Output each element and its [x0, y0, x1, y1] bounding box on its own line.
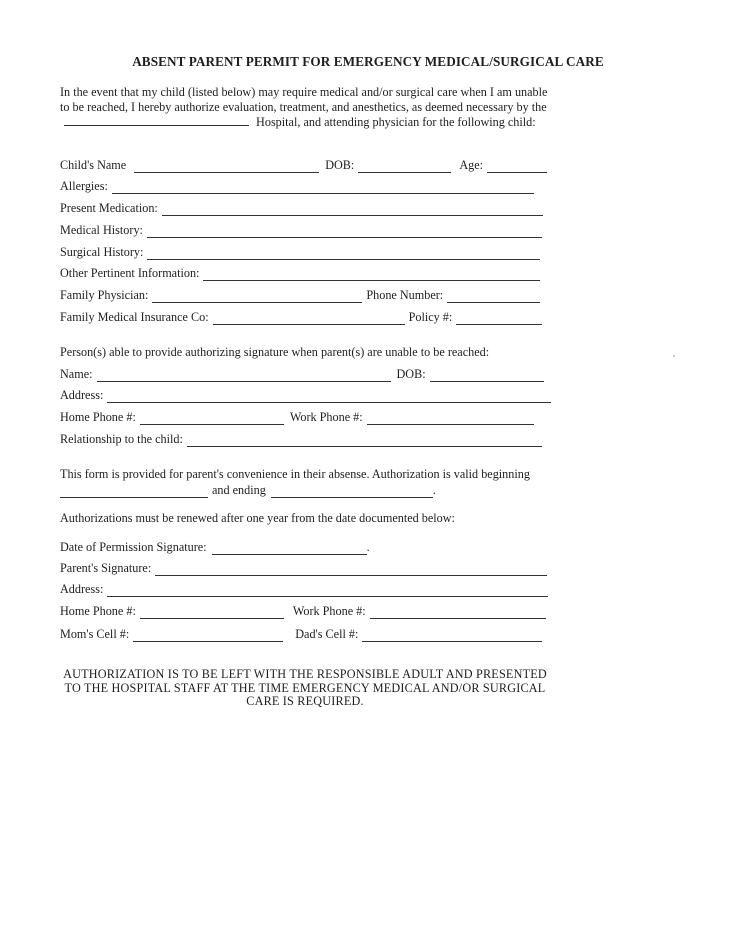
- parent-work-phone-label: Work Phone #:: [292, 604, 366, 618]
- parent-address-label: Address:: [60, 582, 104, 596]
- other-info-field[interactable]: [203, 269, 540, 281]
- permission-date-row: Date of Permission Signature: .: [60, 540, 370, 554]
- authorizer-work-phone-field[interactable]: [367, 413, 534, 425]
- authorizer-name-field[interactable]: [97, 370, 391, 382]
- cell-phone-row: [60, 626, 542, 642]
- relationship-row: [60, 431, 542, 447]
- authorizer-name-row: [60, 366, 544, 382]
- policy-label: Policy #:: [408, 310, 453, 324]
- surgical-history-label: Surgical History:: [60, 245, 144, 259]
- parent-home-phone-field[interactable]: [140, 607, 284, 619]
- child-name-row: [60, 157, 547, 173]
- footer-line-2: TO THE HOSPITAL STAFF AT THE TIME EMERGENCY MEDICAL AND/OR SURGICAL: [64, 680, 546, 695]
- child-name-field[interactable]: [134, 161, 319, 173]
- parent-signature-row: [60, 560, 547, 576]
- authorizer-home-phone-field[interactable]: [140, 413, 284, 425]
- renew-notice: Authorizations must be renewed after one year from the date documented below:: [60, 511, 455, 525]
- parent-phone-row: [60, 603, 546, 619]
- valid-ending-field[interactable]: [271, 486, 433, 498]
- authorizer-home-phone-label: Home Phone #:: [60, 410, 136, 424]
- dad-cell-label: Dad's Cell #:: [295, 627, 359, 641]
- footer-line-3: CARE IS REQUIRED.: [246, 694, 364, 708]
- policy-field[interactable]: [456, 313, 542, 325]
- authorizer-name-label: Name:: [60, 367, 93, 381]
- form-title: ABSENT PARENT PERMIT FOR EMERGENCY MEDICAL/SURGICAL CARE: [132, 54, 604, 69]
- intro-text-after: Hospital, and attending physician for the following child:: [256, 115, 536, 129]
- medication-field[interactable]: [162, 204, 543, 216]
- and-ending-label: and ending: [212, 483, 266, 497]
- surgical-history-row: [60, 244, 540, 260]
- other-info-label: Other Pertinent Information:: [60, 266, 200, 280]
- dad-cell-field[interactable]: [362, 630, 542, 642]
- physician-row: [60, 287, 540, 303]
- permission-date-field[interactable]: [212, 543, 367, 555]
- relationship-field[interactable]: [187, 435, 542, 447]
- permission-date-label: Date of Permission Signature:: [60, 540, 207, 554]
- parent-signature-field[interactable]: [155, 564, 547, 576]
- other-info-row: [60, 265, 540, 281]
- insurance-row: [60, 309, 542, 325]
- authorizer-dob-field[interactable]: [430, 370, 544, 382]
- parent-home-phone-label: Home Phone #:: [60, 604, 136, 618]
- child-name-label: Child's Name: [60, 158, 127, 172]
- child-dob-field[interactable]: [358, 161, 451, 173]
- authorizer-address-label: Address:: [60, 388, 104, 402]
- parent-address-field[interactable]: [107, 585, 548, 597]
- intro-paragraph: [60, 85, 550, 130]
- intro-text-before: In the event that my child (listed below) may require medical and/or surgical care when I am unable to be reached, I hereby authorize evaluation, treatment, and anesthetics, as deemed necessary by the: [60, 85, 548, 114]
- allergies-label: Allergies:: [60, 179, 108, 193]
- footer-line-1: AUTHORIZATION IS TO BE LEFT WITH THE RESPONSIBLE ADULT AND PRESENTED: [63, 667, 547, 681]
- scan-speck: [673, 355, 675, 357]
- authorizer-address-field[interactable]: [107, 391, 551, 403]
- authorizer-dob-label: DOB:: [396, 367, 426, 381]
- authorizer-address-row: [60, 387, 551, 403]
- phone-number-field[interactable]: [447, 291, 540, 303]
- valid-beginning-field[interactable]: [60, 486, 208, 498]
- child-dob-label: DOB:: [325, 158, 355, 172]
- physician-label: Family Physician:: [60, 288, 149, 302]
- relationship-label: Relationship to the child:: [60, 432, 183, 446]
- validity-dates-row: and ending .: [60, 482, 436, 498]
- medication-label: Present Medication:: [60, 201, 158, 215]
- medical-history-label: Medical History:: [60, 223, 143, 237]
- child-age-label: Age:: [459, 158, 484, 172]
- parent-work-phone-field[interactable]: [370, 607, 546, 619]
- footer-notice: [40, 668, 570, 709]
- surgical-history-field[interactable]: [147, 248, 540, 260]
- insurance-label: Family Medical Insurance Co:: [60, 310, 209, 324]
- authorizer-phone-row: [60, 409, 534, 425]
- child-age-field[interactable]: [487, 161, 547, 173]
- parent-signature-label: Parent's Signature:: [60, 561, 152, 575]
- allergies-field[interactable]: [112, 182, 534, 194]
- insurance-field[interactable]: [213, 313, 405, 325]
- hospital-name-field[interactable]: [64, 115, 249, 126]
- medication-row: [60, 200, 543, 216]
- authorizer-heading: Person(s) able to provide authorizing signature when parent(s) are unable to be reached:: [60, 345, 490, 359]
- medical-history-field[interactable]: [147, 226, 542, 238]
- physician-field[interactable]: [152, 291, 362, 303]
- allergies-row: [60, 178, 534, 194]
- validity-text: This form is provided for parent's convenience in their absense. Authorization is valid beginning: [60, 467, 530, 481]
- parent-address-row: [60, 581, 548, 597]
- medical-history-row: [60, 222, 542, 238]
- mom-cell-label: Mom's Cell #:: [60, 627, 130, 641]
- authorizer-work-phone-label: Work Phone #:: [289, 410, 363, 424]
- phone-number-label: Phone Number:: [366, 288, 444, 302]
- mom-cell-field[interactable]: [133, 630, 283, 642]
